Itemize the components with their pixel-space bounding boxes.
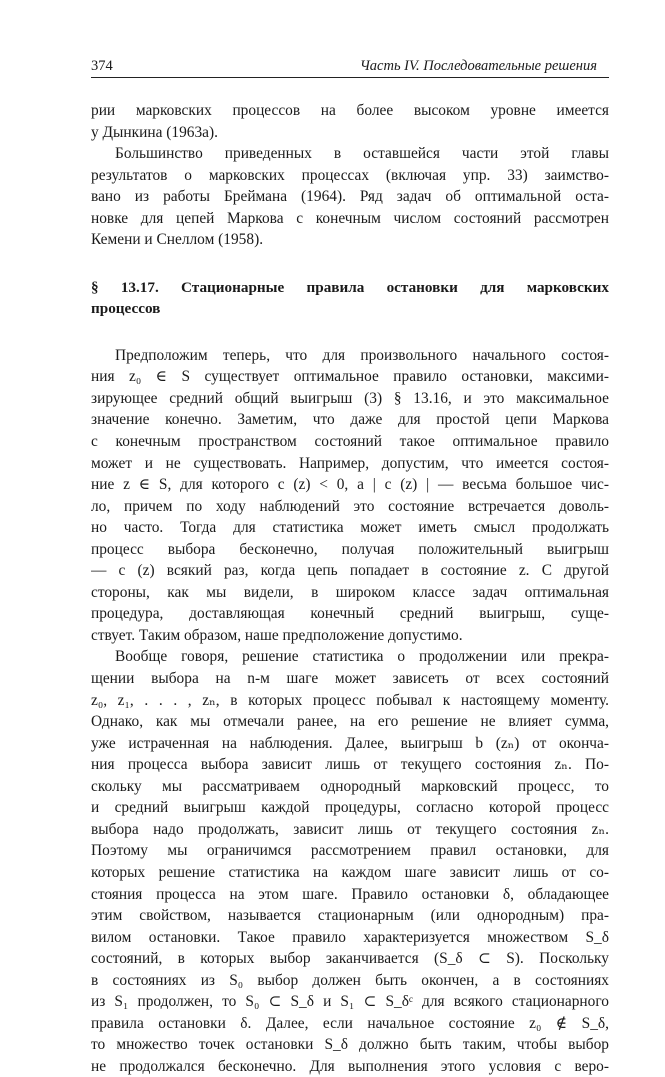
running-title: Часть IV. Последовательные решения <box>359 58 597 74</box>
text-line: ствует. Таким образом, наше предположение допустимо. <box>91 626 463 644</box>
page-body <box>91 100 609 1077</box>
text-line: и средний выигрыш каждой процедуры, согласно которой процесс <box>91 799 609 817</box>
text-line: Однако, как мы отмечали ранее, на его решение не влияет сумма, <box>91 713 609 731</box>
section-heading-line: § 13.17. Стационарные правила остановки для марковских <box>91 278 609 296</box>
text-line: скольку мы рассматриваем однородный марковский процесс, то <box>91 777 609 795</box>
paragraph-stationary-rules <box>91 646 609 1077</box>
text-line: выбора надо продолжать, зависит лишь от текущего состояния zₙ. <box>91 820 609 838</box>
text-line: щении выбора на n-м шаге может зависеть от всех состояний <box>91 670 609 688</box>
header-rule <box>91 77 609 78</box>
text-line: Предположим теперь, что для произвольного начального состоя- <box>115 346 609 364</box>
text-line: то множество точек остановки S_δ должно быть таким, чтобы выбор <box>91 1036 609 1054</box>
text-line: Кемени и Снеллом (1958). <box>91 231 264 249</box>
text-line: рии марковских процессов на более высоком уровне имеется <box>91 102 609 119</box>
text-line: ло, причем по ходу наблюдений это состояние встречается доволь- <box>91 497 609 515</box>
text-line: процедура, доставляющая конечный средний выигрыш, суще- <box>91 605 609 623</box>
text-line: у Дынкина (1963а). <box>91 123 218 141</box>
text-line: зирующее средний общий выигрыш (3) § 13.16, и это максимальное <box>91 389 609 407</box>
page-header <box>91 56 609 76</box>
text-line: с конечным пространством состояний такое оптимальное правило <box>91 433 609 451</box>
text-line: z₀, z₁, . . . , zₙ, в которых процесс побывал к настоящему моменту. <box>91 691 609 709</box>
text-line: ния z₀ ∈ S существует оптимальное правило остановки, максими- <box>91 368 609 386</box>
text-line: которых решение статистика на каждом шаге зависит лишь от со- <box>91 863 609 881</box>
paragraph-assumption <box>91 345 609 647</box>
section-heading <box>91 277 609 319</box>
text-line: вано из работы Бреймана (1964). Ряд задач об оптимальной оста- <box>91 188 609 206</box>
text-line: правила остановки δ. Далее, если начальное состояние z₀ ∉ S_δ, <box>91 1014 609 1032</box>
text-line: — c (z) всякий раз, когда цепь попадает в состояние z. С другой <box>91 562 609 580</box>
text-line: из S₁ продолжен, то S₀ ⊂ S_δ и S₁ ⊂ S_δᶜ для всякого стационарного <box>91 993 609 1011</box>
paragraph-continued <box>91 100 609 143</box>
section-heading-line: процессов <box>91 299 161 317</box>
text-line: может и не существовать. Например, допустим, что имеется состоя- <box>91 454 609 472</box>
paragraph-references <box>91 143 609 251</box>
text-line: стороны, как мы видели, в широком классе задач оптимальная <box>91 583 609 601</box>
text-line: значение конечно. Заметим, что даже для простой цепи Маркова <box>91 411 609 429</box>
text-line: Большинство приведенных в оставшейся части этой главы <box>115 145 609 163</box>
text-line: результатов о марковских процессах (включая упр. 33) заимство- <box>91 166 609 184</box>
text-line: ние z ∈ S, для которого c (z) < 0, а | c (z) | — весьма большое чис- <box>91 476 609 494</box>
text-line: новке для цепей Маркова с конечным числом состояний рассмотрен <box>91 209 609 227</box>
text-line: стояния процесса на этом шаге. Правило остановки δ, обладающее <box>91 885 609 903</box>
text-line: ния процесса выбора зависит лишь от текущего состояния zₙ. По- <box>91 756 609 774</box>
text-line: уже истраченная на наблюдения. Далее, выигрыш b (zₙ) от оконча- <box>91 734 609 752</box>
text-line: состояний, в которых выбор заканчивается (S_δ ⊂ S). Поскольку <box>91 950 609 968</box>
text-line: этим свойством, называется стационарным (или однородным) пра- <box>91 907 609 925</box>
text-line: не продолжался бесконечно. Для выполнения этого условия с веро- <box>91 1057 609 1075</box>
page-number: 374 <box>91 58 113 74</box>
text-line: процесс выбора бесконечно, получая положительный выигрыш <box>91 540 609 558</box>
text-line: вилом остановки. Такое правило характеризуется множеством S_δ <box>91 928 609 946</box>
text-line: Поэтому мы ограничимся рассмотрением правил остановки, для <box>91 842 609 860</box>
text-line: но часто. Тогда для статистика может иметь смысл продолжать <box>91 519 609 537</box>
text-line: Вообще говоря, решение статистика о продолжении или прекра- <box>115 648 609 666</box>
text-line: в состояниях из S₀ выбор должен быть окончен, а в состояниях <box>91 971 609 989</box>
